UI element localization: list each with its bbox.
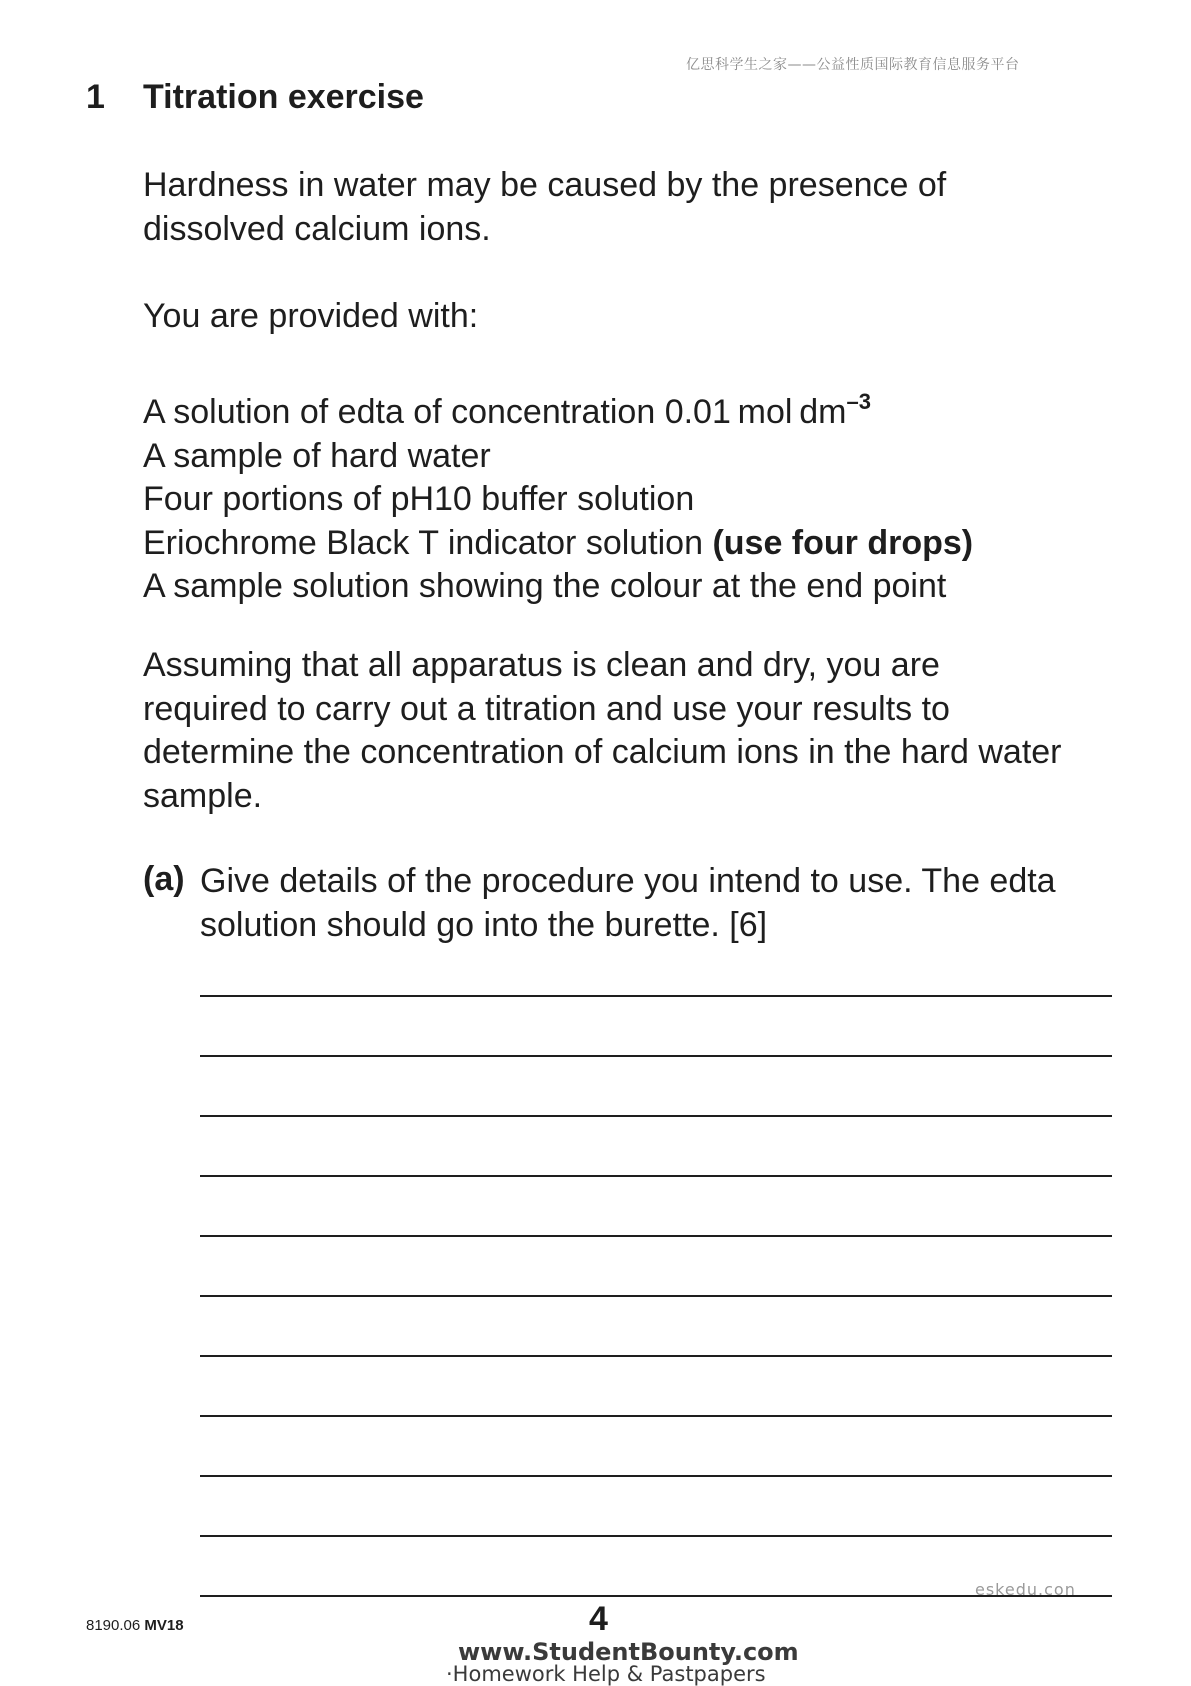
part-a-text: Give details of the procedure you intend to use. The edta solution should go into the burette. [6] <box>200 862 1056 944</box>
edta-text: A solution of edta of concentration 0.01 mol dm <box>143 393 847 431</box>
indicator-note: (use four drops) <box>712 523 974 562</box>
eskedu-watermark: eskedu.con <box>975 1580 1076 1599</box>
question-number: 1 <box>86 78 105 116</box>
part-a-label: (a) <box>143 860 185 898</box>
paper-code-number: 8190.06 <box>86 1617 145 1634</box>
header-watermark: 亿思科学生之家——公益性质国际教育信息服务平台 <box>686 57 1020 73</box>
answer-line[interactable] <box>200 1235 1112 1237</box>
provided-heading: You are provided with: <box>143 297 479 335</box>
assumption-paragraph: Assuming that all apparatus is clean and dry, you are required to carry out a titration and use your results to determine the concentration of calcium ions in the hard water sample. <box>143 646 1062 815</box>
page-number: 4 <box>589 1600 608 1638</box>
question-title: Titration exercise <box>143 78 424 116</box>
answer-line[interactable] <box>200 1055 1112 1057</box>
answer-line[interactable] <box>200 995 1112 997</box>
answer-line[interactable] <box>200 1295 1112 1297</box>
list-item-hard-water: A sample of hard water <box>143 436 491 475</box>
paper-code-suffix: MV18 <box>144 1617 184 1634</box>
studentbounty-url[interactable]: www.StudentBounty.com <box>458 1638 799 1666</box>
list-item-sample: A sample solution showing the colour at the end point <box>143 567 947 605</box>
intro-paragraph: Hardness in water may be caused by the presence of dissolved calcium ions. <box>143 166 947 248</box>
paper-code <box>86 1617 184 1634</box>
studentbounty-tagline: ·Homework Help & Pastpapers <box>446 1662 766 1686</box>
list-item-indicator <box>143 522 1073 566</box>
indicator-text: Eriochrome Black T indicator solution <box>143 523 713 562</box>
answer-line[interactable] <box>200 1355 1112 1357</box>
answer-line[interactable] <box>200 1475 1112 1477</box>
answer-line[interactable] <box>200 1115 1112 1117</box>
list-item-edta <box>143 380 1073 435</box>
answer-line[interactable] <box>200 1415 1112 1417</box>
provided-list <box>143 380 1073 609</box>
edta-exponent: –3 <box>846 389 871 414</box>
answer-line[interactable] <box>200 1535 1112 1537</box>
list-item-buffer: Four portions of pH10 buffer solution <box>143 480 695 518</box>
answer-line[interactable] <box>200 1175 1112 1177</box>
